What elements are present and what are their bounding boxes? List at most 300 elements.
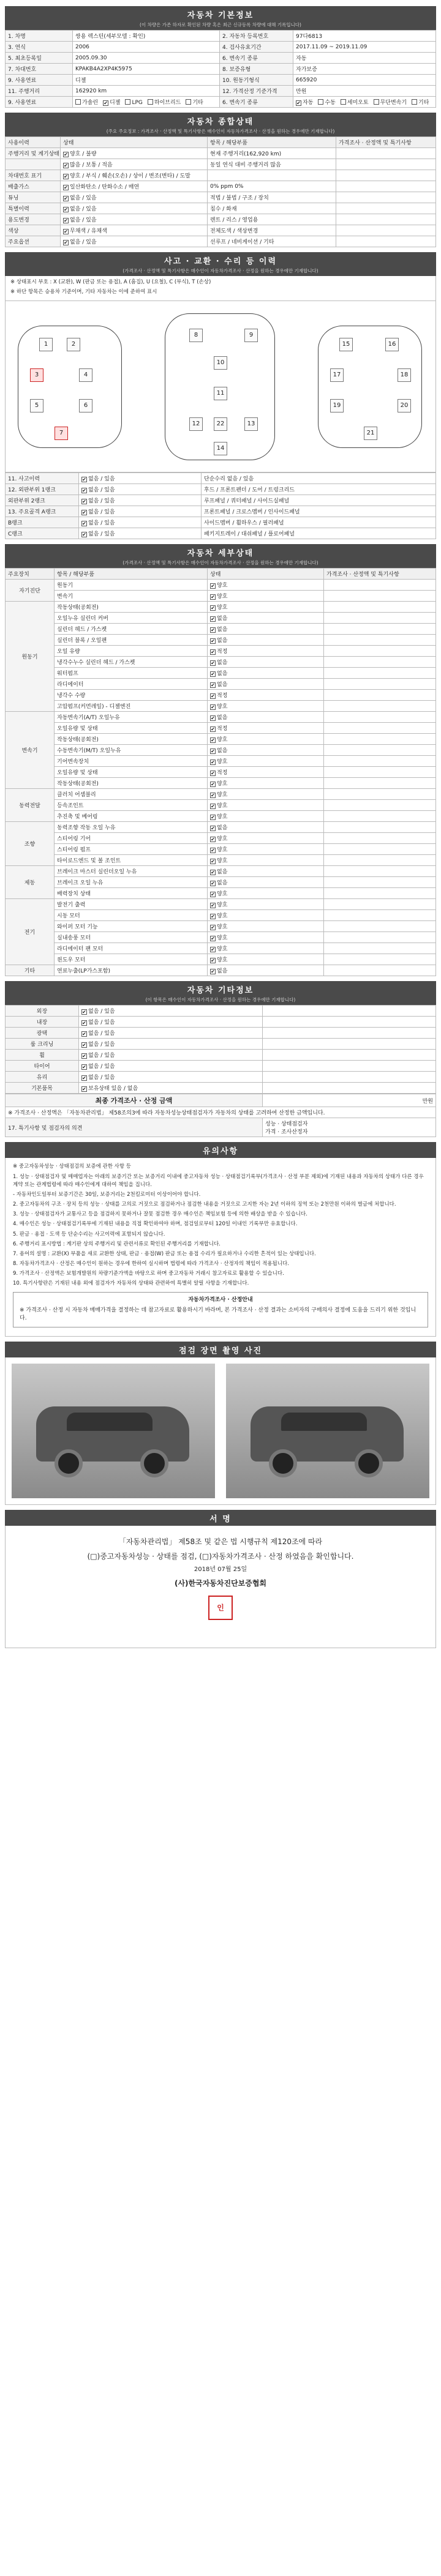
general-row-label: 주행거리 및 계기상태 [6,148,61,159]
detail-row [6,822,436,833]
general-row-state[interactable] [61,148,208,159]
general-row [6,170,436,181]
detail-price [324,580,436,591]
car-part-5[interactable]: 5 [30,399,43,413]
detail-state[interactable] [208,910,324,921]
checkbox-icon [210,627,216,633]
checkbox-icon [210,682,216,688]
etc-row-value[interactable] [79,1072,263,1083]
checkbox-icon [210,616,216,622]
detail-part: 배력장치 상태 [55,888,208,899]
fuel-option[interactable] [75,98,98,106]
checkbox-icon [210,749,216,754]
checkbox-icon [296,100,301,106]
basic-label: 3. 연식 [6,42,73,53]
etc-row [6,1039,436,1050]
detail-state-text: 양호 [217,792,228,799]
car-part-8[interactable]: 8 [189,329,203,342]
detail-state-text: 양호 [217,957,228,964]
accident-header [5,252,436,276]
general-row-state[interactable] [61,236,208,247]
detail-price [324,789,436,800]
fuel-option-label: 기타 [192,100,203,106]
general-state-header [5,113,436,136]
accident-value-text: 없음 / 있음 [88,498,115,505]
detail-row [6,789,436,800]
etc-row-value[interactable] [79,1017,263,1028]
detail-price [324,668,436,679]
transmission-option[interactable] [341,98,369,106]
detail-state-text: 없음 [217,660,228,666]
general-row-state[interactable] [61,203,208,214]
detail-state[interactable] [208,613,324,624]
detail-state-text: 양호 [217,704,228,711]
price-note: ※ 가격조사 · 산정액은 「자동차관리법」 제58조의3에 따라 자동차성능상태점검자가 자동차의 상태를 고려하여 산정한 금액입니다. [6,1107,436,1118]
general-row [6,148,436,159]
general-row-state[interactable] [61,192,208,203]
car-part-16[interactable]: 16 [385,338,399,351]
inspection-photo-rear [226,1364,429,1498]
basic-label-2: 6. 변속기 종류 [220,53,293,64]
general-row-detail: 침수 / 화재 [208,203,336,214]
detail-state-text: 양호 [217,803,228,810]
accident-value-text: 없음 / 있음 [88,531,115,538]
transmission-option[interactable] [374,98,407,106]
accident-row-value[interactable] [79,506,202,517]
transmission-option[interactable] [296,98,313,106]
opinion-appraiser: 가격 · 조사산정자 [265,1129,308,1136]
detail-state[interactable] [208,657,324,668]
detail-state-text: 적정 [217,693,228,700]
detail-state-text: 양호 [217,858,228,865]
general-row-price [336,236,436,247]
basic-info-row [6,64,436,75]
basic-info-row [6,42,436,53]
general-row-detail: 선루프 / 네비게이션 / 기타 [208,236,336,247]
detail-state-text: 양호 [217,946,228,953]
car-part-19[interactable]: 19 [330,399,344,413]
basic-label-2: 12. 가격산정 기준가격 [220,86,293,97]
basic-info-row [6,53,436,64]
detail-state[interactable] [208,954,324,965]
general-row-state[interactable] [61,170,208,181]
detail-state[interactable] [208,668,324,679]
car-part-7[interactable]: 7 [55,427,68,440]
detail-row [6,756,436,767]
general-row-state[interactable] [61,181,208,192]
detail-price [324,602,436,613]
detail-part: 작동상태(공회전) [55,734,208,745]
etc-row-label: 유리 [6,1072,79,1083]
general-row-state[interactable] [61,214,208,225]
detail-group-label: 전기 [6,899,55,965]
detail-state[interactable] [208,800,324,811]
detail-price [324,965,436,976]
detail-state[interactable] [208,646,324,657]
detail-part: 작동상태(공회전) [55,778,208,789]
basic-label-2: 8. 보증유형 [220,64,293,75]
final-price-table [5,1094,436,1137]
checkbox-icon [81,1064,87,1070]
fuel-option[interactable] [103,98,120,106]
etc-row-price [263,1083,436,1094]
detail-state[interactable] [208,789,324,800]
detail-row [6,624,436,635]
detail-price [324,844,436,855]
detail-state[interactable] [208,833,324,844]
checkbox-icon [210,782,216,787]
detail-state[interactable] [208,899,324,910]
detail-state[interactable] [208,888,324,899]
etc-value-text: 없음 / 있음 [88,1020,115,1026]
checkbox-icon [210,693,216,699]
general-state-text: 많음 / 보통 / 적음 [70,162,113,168]
checkbox-icon [63,174,69,179]
detail-state-text: 양호 [217,594,228,600]
detail-row [6,932,436,943]
detail-state[interactable] [208,943,324,954]
general-row-price [336,159,436,170]
etc-row-label: 외장 [6,1006,79,1017]
car-part-4[interactable]: 4 [79,368,92,382]
checkbox-icon [63,163,69,168]
etc-row-value[interactable] [79,1050,263,1061]
detail-state-text: 양호 [217,781,228,788]
check-opinion-cells [263,1118,436,1137]
car-part-2[interactable]: 2 [67,338,80,351]
accident-row [6,528,436,539]
etc-header [5,981,436,1005]
car-part-3[interactable]: 3 [30,368,43,382]
checkbox-icon [210,925,216,930]
detail-state-text: 없음 [217,880,228,887]
etc-row-value[interactable] [79,1061,263,1072]
fuel-option[interactable] [125,99,142,106]
checkbox-icon [81,510,87,515]
car-part-10[interactable]: 10 [214,356,227,370]
detail-price [324,712,436,723]
general-column-header: 항목 / 해당부품 [208,137,336,148]
caution-line: 1. 성능 · 상태점검자 및 매매업자는 아래의 보증기간 또는 보증거리 이내에 중고자동차 성능 · 상태점검기록부(가격조사 · 산정 부분 제외)에 기재된 내용과 자동차의 상태가 다른 경우 계약 또는 관계법령에 따라 매수인에게 대하여 책임을 집니다. [13,1173,424,1188]
car-part-22[interactable]: 22 [214,417,227,431]
detail-column-header: 상태 [208,569,324,580]
car-part-12[interactable]: 12 [189,417,203,431]
transmission-option[interactable] [318,98,335,106]
checkbox-icon [210,903,216,908]
basic-info-row [6,86,436,97]
checkbox-icon [81,1042,87,1048]
general-row-price [336,214,436,225]
caution-line: 7. 용어의 설명 : 교환(X) 부품을 새로 교환한 상태, 판금 · 용접(W) 판금 또는 용접 수리가 필요하거나 수리한 흔적이 있는 상태입니다. [13,1250,316,1257]
general-row-price [336,170,436,181]
etc-row-value[interactable] [79,1006,263,1017]
detail-part: 실내송풍 모터 [55,932,208,943]
general-row-label: 차대번호 표기 [6,170,61,181]
detail-state[interactable] [208,844,324,855]
detail-state[interactable] [208,624,324,635]
checkbox-icon [63,229,69,234]
general-row-price [336,225,436,236]
accident-note: ※ 하단 항목은 승용차 기준이며, 기타 자동차는 이에 준하여 표시 [10,289,157,296]
car-part-15[interactable]: 15 [339,338,353,351]
opinion-inspector: 성능 · 상태점검자 [265,1121,308,1128]
general-row-label: 색상 [6,225,61,236]
accident-row-label: 13. 주요골격 A랭크 [6,506,79,517]
checkbox-icon [210,859,216,864]
detail-price [324,635,436,646]
checkbox-icon [318,99,323,105]
detail-state[interactable] [208,602,324,613]
car-part-13[interactable]: 13 [244,417,258,431]
checkbox-icon [210,638,216,644]
detail-price [324,734,436,745]
transmission-options-label: 6. 변속기 종류 [220,97,293,108]
caution-title: 유의사항 [202,1147,239,1157]
detail-state[interactable] [208,811,324,822]
detail-row [6,723,436,734]
etc-value-text: 없음 / 있음 [88,1053,115,1059]
detail-part: 브레이크 마스터 실린더오일 누유 [55,866,208,877]
car-part-17[interactable]: 17 [330,368,344,382]
detail-state[interactable] [208,921,324,932]
car-part-18[interactable]: 18 [398,368,411,382]
detail-state[interactable] [208,701,324,712]
detail-price [324,811,436,822]
checkbox-icon [210,594,216,600]
detail-row [6,800,436,811]
detail-row [6,690,436,701]
general-state-subtitle: (주요 주요정보 : 가격조사 · 산정액 및 특기사항은 매수인이 자동차가격조사 · 산정을 원하는 경우에만 기재합니다) [106,129,335,134]
inspection-photo-front [12,1364,215,1498]
car-part-14[interactable]: 14 [214,442,227,455]
detail-state[interactable] [208,932,324,943]
detail-state[interactable] [208,822,324,833]
accident-row-value[interactable] [79,473,202,484]
etc-value-text: 없음 / 있음 [88,1075,115,1081]
detail-state-text: 없음 [217,825,228,832]
general-row-detail [208,170,336,181]
checkbox-icon [81,521,87,526]
detail-state[interactable] [208,712,324,723]
accident-row-extra: 사이드멤버 / 휠하우스 / 필러패널 [202,517,436,528]
checkbox-icon [63,240,69,245]
detail-state[interactable] [208,723,324,734]
checkbox-icon [210,914,216,919]
etc-row-value[interactable] [79,1028,263,1039]
etc-row-price [263,1050,436,1061]
etc-row-value[interactable] [79,1039,263,1050]
checkbox-icon [374,99,379,105]
checkbox-icon [210,969,216,974]
detail-part: 동력조향 작동 오일 누유 [55,822,208,833]
detail-column-header: 주요장치 [6,569,55,580]
detail-part: 오일 유량 [55,646,208,657]
accident-value-text: 없음 / 있음 [88,509,115,516]
basic-label-2: 2. 자동차 등록번호 [220,31,293,42]
general-row-state[interactable] [61,159,208,170]
detail-row [6,602,436,613]
etc-row-price [263,1061,436,1072]
accident-row-value[interactable] [79,528,202,539]
detail-state[interactable] [208,745,324,756]
car-part-9[interactable]: 9 [244,329,258,342]
detail-part: 스티어링 펌프 [55,844,208,855]
accident-row [6,495,436,506]
detail-part: 실린더 헤드 / 가스켓 [55,624,208,635]
detail-state-text: 없음 [217,627,228,633]
detail-state[interactable] [208,679,324,690]
sign-box [5,1526,436,1648]
etc-value-text: 없음 / 있음 [88,1064,115,1070]
detail-part: 원동기 [55,580,208,591]
detail-subtitle: (가격조사 · 산정액 및 특기사항은 매수인이 자동차가격조사 · 산정을 원하는 경우에만 기재합니다) [123,560,318,566]
detail-row [6,888,436,899]
general-row-label [6,159,61,170]
accident-row-value[interactable] [79,517,202,528]
checkbox-icon [210,870,216,875]
detail-state-text: 적정 [217,726,228,733]
detail-table [5,568,436,976]
detail-part: 기어변속장치 [55,756,208,767]
general-row [6,214,436,225]
detail-part: 스티어링 기어 [55,833,208,844]
detail-price [324,756,436,767]
accident-subtitle: (가격조사 · 산정액 및 특기사항은 매수인이 자동차가격조사 · 산정을 원하는 경우에만 기재합니다) [123,268,318,274]
detail-row [6,591,436,602]
checkbox-icon [210,804,216,809]
fuel-option-label: 디젤 [110,100,121,106]
etc-row [6,1028,436,1039]
basic-value-2: 만원 [293,86,436,97]
detail-part: 수동변속기(M/T) 오일누유 [55,745,208,756]
detail-state[interactable] [208,690,324,701]
check-opinion-label: 17. 특기사항 및 점검자의 의견 [6,1118,263,1137]
detail-row [6,844,436,855]
detail-price [324,921,436,932]
accident-row-extra: 후드 / 프론트펜더 / 도어 / 트렁크리드 [202,484,436,495]
car-part-6[interactable]: 6 [79,399,92,413]
accident-row-value[interactable] [79,484,202,495]
fuel-option[interactable] [186,98,203,106]
detail-part: 타이로드엔드 및 볼 조인트 [55,855,208,866]
fuel-option[interactable] [148,98,181,106]
checkbox-icon [81,1020,87,1026]
basic-value-2: 자동 [293,53,436,64]
accident-value-text: 없음 / 있음 [88,487,115,494]
etc-row-value[interactable] [79,1083,263,1094]
general-row-price [336,181,436,192]
checkbox-icon [210,704,216,710]
general-row-label: 튜닝 [6,192,61,203]
accident-row-extra: 패키지트레이 / 대쉬패널 / 플로어패널 [202,528,436,539]
detail-row [6,646,436,657]
detail-state[interactable] [208,635,324,646]
detail-state-text: 양호 [217,759,228,766]
detail-price [324,866,436,877]
general-row [6,192,436,203]
etc-row [6,1061,436,1072]
checkbox-icon [63,218,69,223]
etc-value-text: 없음 / 있음 [88,1031,115,1037]
detail-state[interactable] [208,877,324,888]
detail-part: 클러치 어셈블리 [55,789,208,800]
detail-state[interactable] [208,778,324,789]
etc-row-price [263,1028,436,1039]
caution-header [5,1142,436,1158]
general-state-text: 없음 / 있음 [70,217,97,223]
detail-price [324,624,436,635]
caution-line: 6. 주행거리 표시방법 : 계기판 상의 주행거리 및 관련서류로 확인된 주행거리를 기재합니다. [13,1241,221,1247]
etc-row [6,1050,436,1061]
detail-state-text: 없음 [217,869,228,876]
basic-label: 11. 주행거리 [6,86,73,97]
general-state-text: 없음 / 있음 [70,239,97,245]
general-state-text: 양호 / 불량 [70,151,97,157]
general-row [6,236,436,247]
detail-state[interactable] [208,855,324,866]
checkbox-icon [81,1053,87,1059]
detail-row [6,635,436,646]
detail-row [6,712,436,723]
sign-org: (사)한국자동차진단보증협회 [174,1579,267,1588]
detail-state[interactable] [208,866,324,877]
general-row-detail: 동일 연식 대비 주행거리 많음 [208,159,336,170]
detail-state-text: 양호 [217,605,228,611]
detail-price [324,855,436,866]
general-row-state[interactable] [61,225,208,236]
general-row-detail: 전체도색 / 색상변경 [208,225,336,236]
detail-state[interactable] [208,965,324,976]
general-state-text: 양호 / 부식 / 훼손(오손) / 상이 / 변조(변타) / 도말 [70,173,190,179]
car-part-1[interactable]: 1 [39,338,53,351]
basic-value: KPAKB4A2XP4K5975 [73,64,220,75]
detail-state-text: 적정 [217,770,228,777]
detail-state[interactable] [208,580,324,591]
general-row-detail: 렌트 / 리스 / 영업용 [208,214,336,225]
detail-state-text: 양호 [217,814,228,821]
etc-row-label: 타이어 [6,1061,79,1072]
basic-label: 1. 차명 [6,31,73,42]
basic-value: 2005.09.30 [73,53,220,64]
checkbox-icon [210,837,216,842]
transmission-option[interactable] [412,98,429,106]
checkbox-icon [341,99,346,105]
caution-line: 5. 판금 · 용접 · 도색 등 단순수리는 사고이력에 포함되지 않습니다. [13,1231,165,1238]
detail-state-text: 양호 [217,891,228,898]
etc-value-text: 없음 / 있음 [88,1009,115,1015]
detail-state[interactable] [208,756,324,767]
detail-state[interactable] [208,767,324,778]
detail-state-text: 양호 [217,737,228,744]
general-row-label: 특별이력 [6,203,61,214]
etc-row-price [263,1006,436,1017]
transmission-option-label: 무단변속기 [380,100,407,106]
detail-price [324,701,436,712]
detail-column-header: 가격조사 · 산정액 및 특기사항 [324,569,436,580]
detail-row [6,943,436,954]
basic-info-row [6,31,436,42]
detail-state[interactable] [208,591,324,602]
detail-state[interactable] [208,734,324,745]
accident-row-value[interactable] [79,495,202,506]
car-part-20[interactable]: 20 [398,399,411,413]
detail-part: 실린더 블록 / 오일팬 [55,635,208,646]
general-column-header: 사용이력 [6,137,61,148]
etc-row [6,1083,436,1094]
detail-part: 고압펌프(커먼레일) - 디젤엔진 [55,701,208,712]
car-part-21[interactable]: 21 [364,427,377,440]
car-part-11[interactable]: 11 [214,387,227,400]
